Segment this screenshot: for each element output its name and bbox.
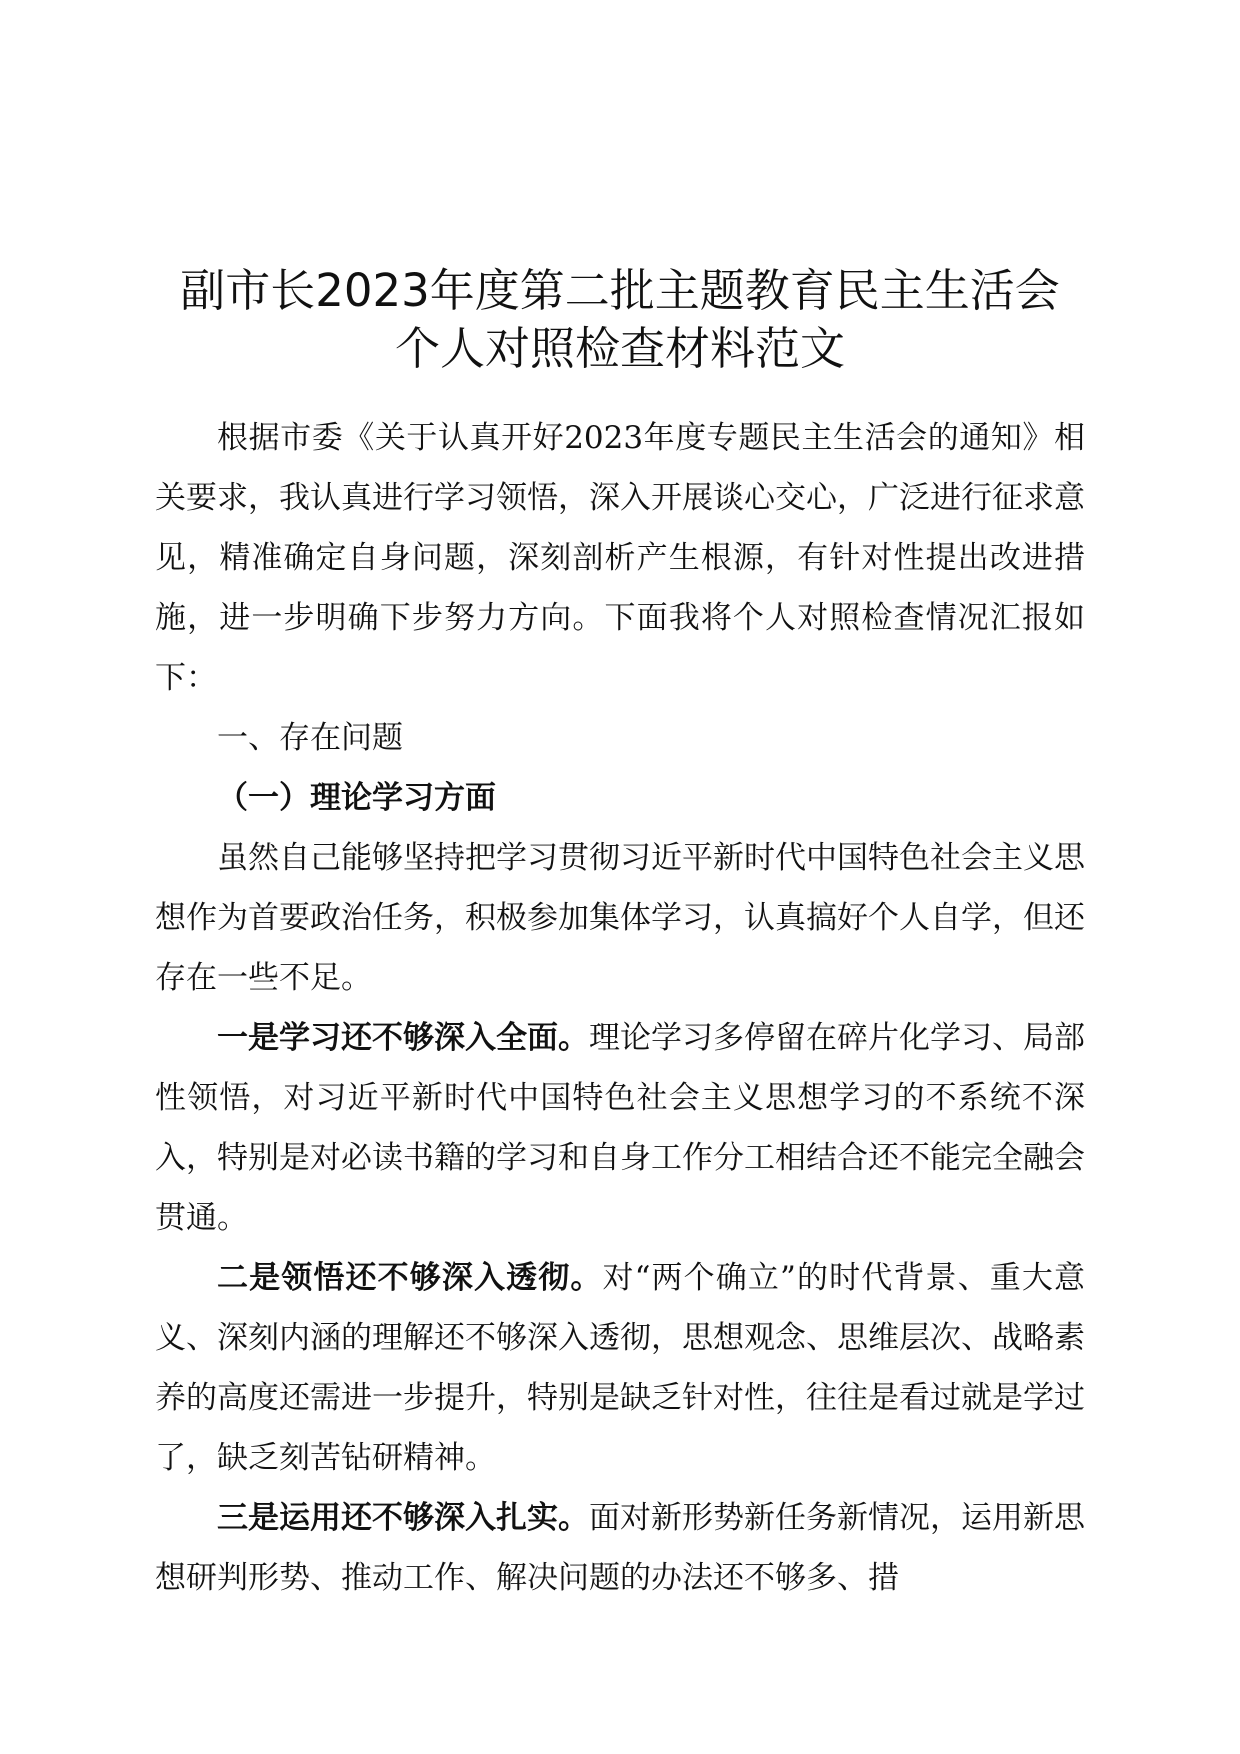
point-paragraph-3 <box>155 1488 1085 1608</box>
document-title <box>155 262 1085 378</box>
section-heading-problems: 一、存在问题 <box>217 720 403 756</box>
point-text-1: 理论学习多停留在碎片化学习、局部性领悟，对习近平新时代中国特色社会主义思想学习的不系统不深入，特别是对必读书籍的学习和自身工作分工相结合还不能完全融会贯通。 <box>155 1020 1085 1236</box>
subsection-intro-paragraph: 虽然自己能够坚持把学习贯彻习近平新时代中国特色社会主义思想作为首要政治任务，积极参加集体学习，认真搞好个人自学，但还存在一些不足。 <box>155 840 1085 996</box>
title-line-2: 个人对照检查材料范文 <box>394 322 845 375</box>
intro-paragraph: 根据市委《关于认真开好2023年度专题民主生活会的通知》相关要求，我认真进行学习领悟，深入开展谈心交心，广泛进行征求意见，精准确定自身问题，深刻剖析产生根源，有针对性提出改进措施，进一步明确下步努力方向。下面我将个人对照检查情况汇报如下： <box>155 420 1085 696</box>
point-text-2: 对“两个确立”的时代背景、重大意义、深刻内涵的理解还不够深入透彻，思想观念、思维层次、战略素养的高度还需进一步提升，特别是缺乏针对性，往往是看过就是学过了，缺乏刻苦钻研精神。 <box>155 1260 1085 1476</box>
point-lead-3: 三是运用还不够深入扎实。 <box>217 1500 589 1536</box>
point-text-3: 面对新形势新任务新情况，运用新思想研判形势、推动工作、解决问题的办法还不够多、措 <box>155 1500 1085 1596</box>
document-body <box>155 408 1085 1608</box>
point-lead-2: 二是领悟还不够深入透彻。 <box>217 1260 603 1296</box>
point-paragraph-1 <box>155 1008 1085 1248</box>
title-line-1: 副市长2023年度第二批主题教育民主生活会 <box>180 264 1060 317</box>
point-lead-1: 一是学习还不够深入全面。 <box>217 1020 589 1056</box>
subsection-heading-theory-study: （一）理论学习方面 <box>217 780 496 816</box>
point-paragraph-2 <box>155 1248 1085 1488</box>
